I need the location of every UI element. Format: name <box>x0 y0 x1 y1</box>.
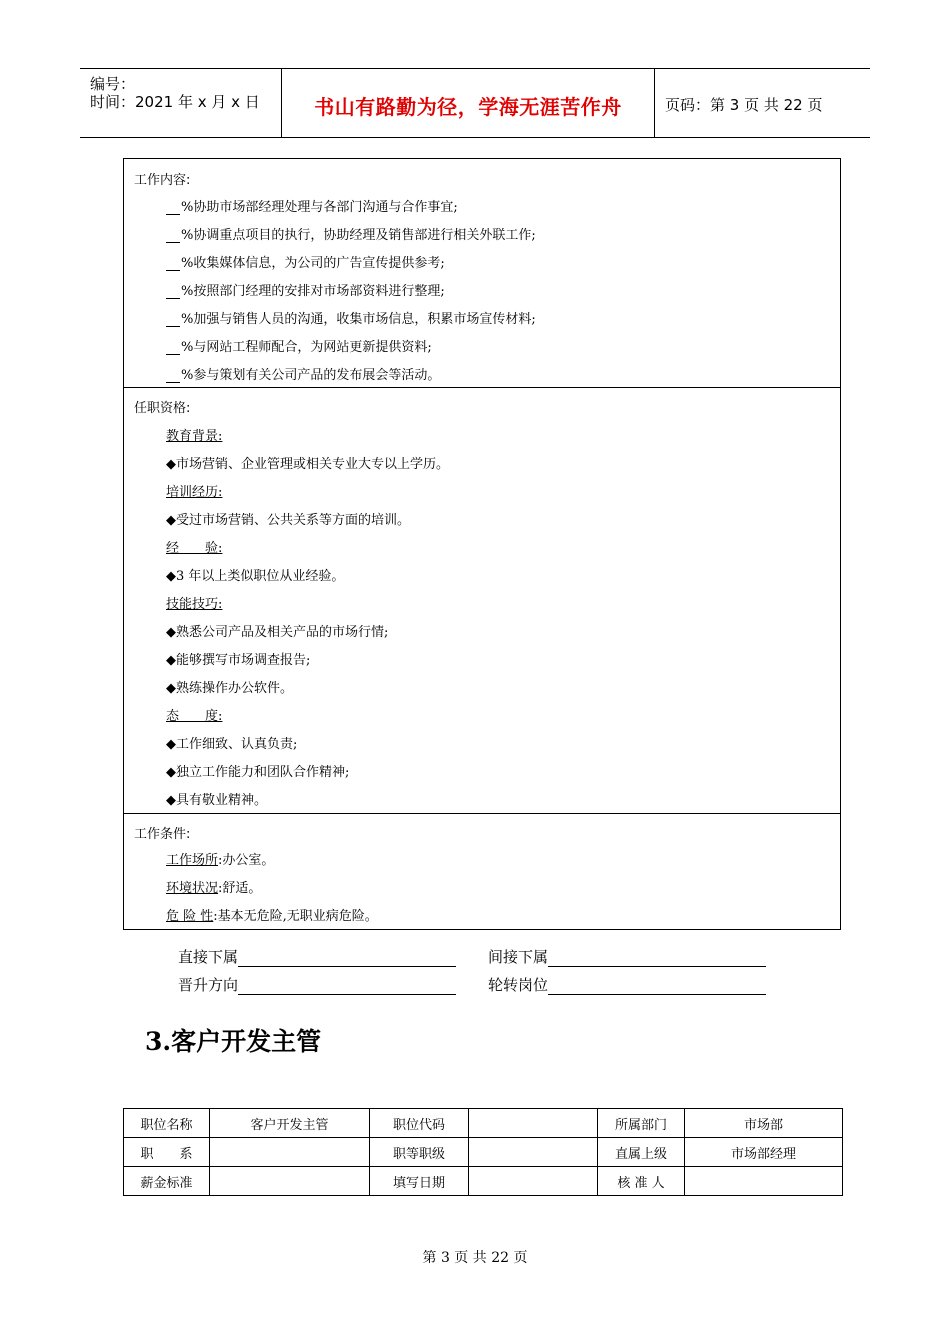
work-content-item: %与网站工程师配合，为网站更新提供资料; <box>166 336 432 355</box>
training-item: ◆受过市场营销、公共关系等方面的培训。 <box>166 513 410 528</box>
environment-value: :舒适。 <box>218 881 262 896</box>
experience-item: ◆3 年以上类似职位从业经验。 <box>166 569 345 584</box>
work-content-section <box>124 159 840 388</box>
work-content-item: %协助市场部经理处理与各部门沟通与合作事宜; <box>166 196 458 215</box>
page-header <box>80 68 870 138</box>
attitude-item: ◆工作细致、认真负责; <box>166 737 298 752</box>
indirect-subordinate-label: 间接下属 <box>488 948 549 966</box>
approver-value[interactable] <box>685 1167 843 1196</box>
work-content-item: %按照部门经理的安排对市场部资料进行整理; <box>166 280 445 299</box>
workplace-label: 工作场所 <box>166 853 219 868</box>
position-info-table <box>123 1108 843 1196</box>
supervisor-label: 直属上级 <box>598 1138 685 1167</box>
risk-value: :基本无危险,无职业病危险。 <box>213 909 378 924</box>
rotation-blank[interactable] <box>548 978 766 995</box>
work-conditions-title: 工作条件: <box>134 827 191 842</box>
attitude-item: ◆具有敬业精神。 <box>166 793 267 808</box>
qualifications-section <box>124 388 840 814</box>
experience-label: 经 验: <box>166 541 223 556</box>
position-name-label: 职位名称 <box>124 1109 210 1138</box>
job-description-table <box>123 158 841 930</box>
job-family-value[interactable] <box>210 1138 370 1167</box>
work-content-item: %加强与销售人员的沟通，收集市场信息，积累市场宣传材料; <box>166 308 536 327</box>
work-content-item: %协调重点项目的执行，协助经理及销售部进行相关外联工作; <box>166 224 536 243</box>
header-page-number: 页码：第 3 页 共 22 页 <box>665 96 823 114</box>
education-label: 教育背景: <box>166 429 223 444</box>
work-content-item: %参与策划有关公司产品的发布展会等活动。 <box>166 364 440 383</box>
approver-label: 核 准 人 <box>598 1167 685 1196</box>
fill-date-label: 填写日期 <box>370 1167 469 1196</box>
grade-value[interactable] <box>469 1138 598 1167</box>
rotation-label: 轮转岗位 <box>488 976 549 994</box>
promotion-row <box>178 974 456 995</box>
attitude-label: 态 度: <box>166 709 223 724</box>
salary-value[interactable] <box>210 1167 370 1196</box>
table-row <box>124 1109 843 1138</box>
workplace-row <box>166 849 274 868</box>
position-code-label: 职位代码 <box>370 1109 469 1138</box>
fill-date-value[interactable] <box>469 1167 598 1196</box>
work-content-title: 工作内容: <box>134 173 191 188</box>
department-label: 所属部门 <box>598 1109 685 1138</box>
position-code-value[interactable] <box>469 1109 598 1138</box>
workplace-value: :办公室。 <box>218 853 275 868</box>
document-number-label: 编号： <box>90 75 136 93</box>
header-page-cell <box>655 69 870 137</box>
header-motto-cell <box>282 69 655 137</box>
document-time-label: 时间：2021 年 x 月 x 日 <box>90 93 260 111</box>
header-motto: 书山有路勤为径，学海无涯苦作舟 <box>314 95 622 119</box>
header-meta-cell <box>80 69 282 137</box>
salary-label: 薪金标准 <box>124 1167 210 1196</box>
indirect-subordinate-blank[interactable] <box>548 950 766 967</box>
qualifications-title: 任职资格: <box>134 401 191 416</box>
supervisor-value[interactable]: 市场部经理 <box>685 1138 843 1167</box>
skills-label: 技能技巧: <box>166 597 223 612</box>
promotion-blank[interactable] <box>238 978 456 995</box>
education-item: ◆市场营销、企业管理或相关专业大专以上学历。 <box>166 457 449 472</box>
table-row <box>124 1138 843 1167</box>
indirect-subordinate-row <box>488 946 766 967</box>
section-heading: 3.客户开发主管 <box>145 1027 322 1056</box>
risk-row <box>166 905 378 924</box>
page-footer: 第 3 页 共 22 页 <box>422 1250 528 1266</box>
table-row <box>124 1167 843 1196</box>
job-family-label: 职 系 <box>124 1138 210 1167</box>
risk-label: 危 险 性 <box>166 909 214 924</box>
direct-subordinate-row <box>178 946 456 967</box>
skills-item: ◆熟悉公司产品及相关产品的市场行情; <box>166 625 389 640</box>
rotation-row <box>488 974 766 995</box>
environment-label: 环境状况 <box>166 881 219 896</box>
skills-item: ◆能够撰写市场调查报告; <box>166 653 311 668</box>
position-name-value[interactable]: 客户开发主管 <box>210 1109 370 1138</box>
work-content-item: %收集媒体信息，为公司的广告宣传提供参考; <box>166 252 445 271</box>
promotion-label: 晋升方向 <box>178 976 239 994</box>
direct-subordinate-blank[interactable] <box>238 950 456 967</box>
environment-row <box>166 877 261 896</box>
work-conditions-section <box>124 814 840 929</box>
department-value[interactable]: 市场部 <box>685 1109 843 1138</box>
grade-label: 职等职级 <box>370 1138 469 1167</box>
skills-item: ◆熟练操作办公软件。 <box>166 681 293 696</box>
attitude-item: ◆独立工作能力和团队合作精神; <box>166 765 350 780</box>
training-label: 培训经历: <box>166 485 223 500</box>
direct-subordinate-label: 直接下属 <box>178 948 239 966</box>
